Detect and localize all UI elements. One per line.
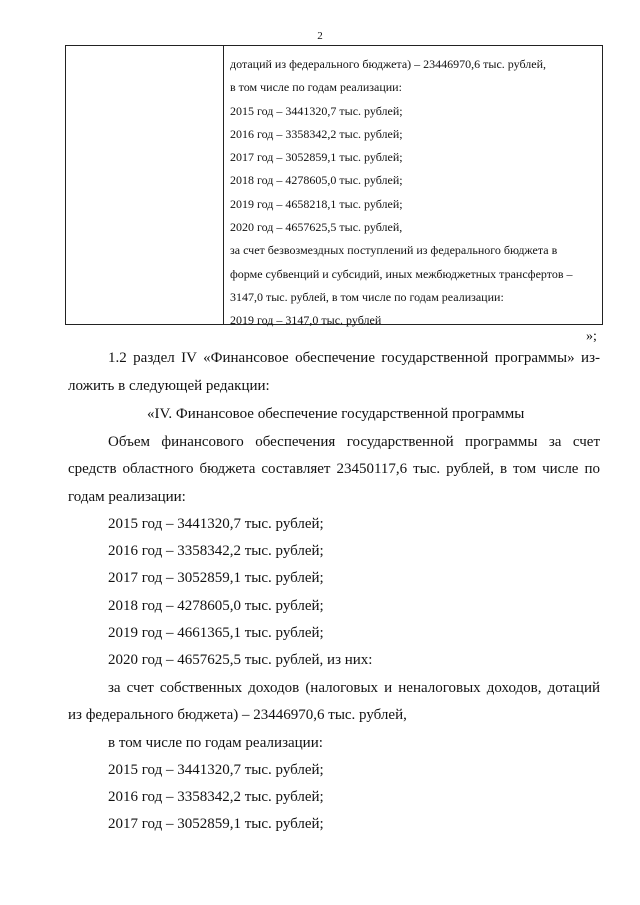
table-line: за счет безвозмездных поступлений из федерального бюджета в xyxy=(230,243,558,258)
year-line: 2016 год – 3358342,2 тыс. рублей; xyxy=(108,543,324,559)
year-line: 2018 год – 4278605,0 тыс. рублей; xyxy=(108,598,324,614)
year-line: 2015 год – 3441320,7 тыс. рублей; xyxy=(108,516,324,532)
closing-quote: »; xyxy=(586,329,597,344)
table-line: 2016 год – 3358342,2 тыс. рублей; xyxy=(230,126,403,141)
table-left-cell xyxy=(66,46,224,324)
paragraph-line: средств областного бюджета составляет 23450117,6 тыс. рублей, в том числе по xyxy=(68,461,600,477)
program-table xyxy=(65,45,603,328)
year-line: 2019 год – 4661365,1 тыс. рублей; xyxy=(108,625,324,641)
page-number: 2 xyxy=(317,30,323,42)
paragraph-line: за счет собственных доходов (налоговых и неналоговых доходов, дотаций xyxy=(108,680,600,696)
table-line: в том числе по годам реализации: xyxy=(230,80,402,95)
section-heading: «IV. Финансовое обеспечение государственной программы xyxy=(147,406,525,422)
year-line: 2016 год – 3358342,2 тыс. рублей; xyxy=(108,789,324,805)
intro-line: 1.2 раздел IV «Финансовое обеспечение государственной программы» из- xyxy=(108,350,600,366)
paragraph-line: Объем финансового обеспечения государственной программы за счет xyxy=(108,434,600,450)
year-line: 2015 год – 3441320,7 тыс. рублей; xyxy=(108,762,324,778)
table-line: 2015 год – 3441320,7 тыс. рублей; xyxy=(230,103,403,118)
table-line: 2019 год – 3147,0 тыс. рублей xyxy=(230,313,382,328)
table-line: 2019 год – 4658218,1 тыс. рублей; xyxy=(230,196,403,211)
paragraph-line: годам реализации: xyxy=(68,489,186,505)
table-line: 3147,0 тыс. рублей, в том числе по годам реализации: xyxy=(230,289,504,304)
paragraph-line: в том числе по годам реализации: xyxy=(108,735,323,751)
table-line: 2018 год – 4278605,0 тыс. рублей; xyxy=(230,173,403,188)
year-line: 2017 год – 3052859,1 тыс. рублей; xyxy=(108,816,324,832)
year-line: 2017 год – 3052859,1 тыс. рублей; xyxy=(108,570,324,586)
table-line: 2020 год – 4657625,5 тыс. рублей, xyxy=(230,220,403,235)
table-line: дотаций из федерального бюджета) – 23446970,6 тыс. рублей, xyxy=(230,57,547,71)
table-line: 2017 год – 3052859,1 тыс. рублей; xyxy=(230,150,403,165)
intro-line: ложить в следующей редакции: xyxy=(68,378,270,394)
table-right-cell xyxy=(224,46,602,328)
table-line: форме субвенций и субсидий, иных межбюджетных трансфертов – xyxy=(230,266,573,281)
paragraph-line: из федерального бюджета) – 23446970,6 тыс. рублей, xyxy=(68,707,407,723)
year-line: 2020 год – 4657625,5 тыс. рублей, из них: xyxy=(108,652,373,668)
